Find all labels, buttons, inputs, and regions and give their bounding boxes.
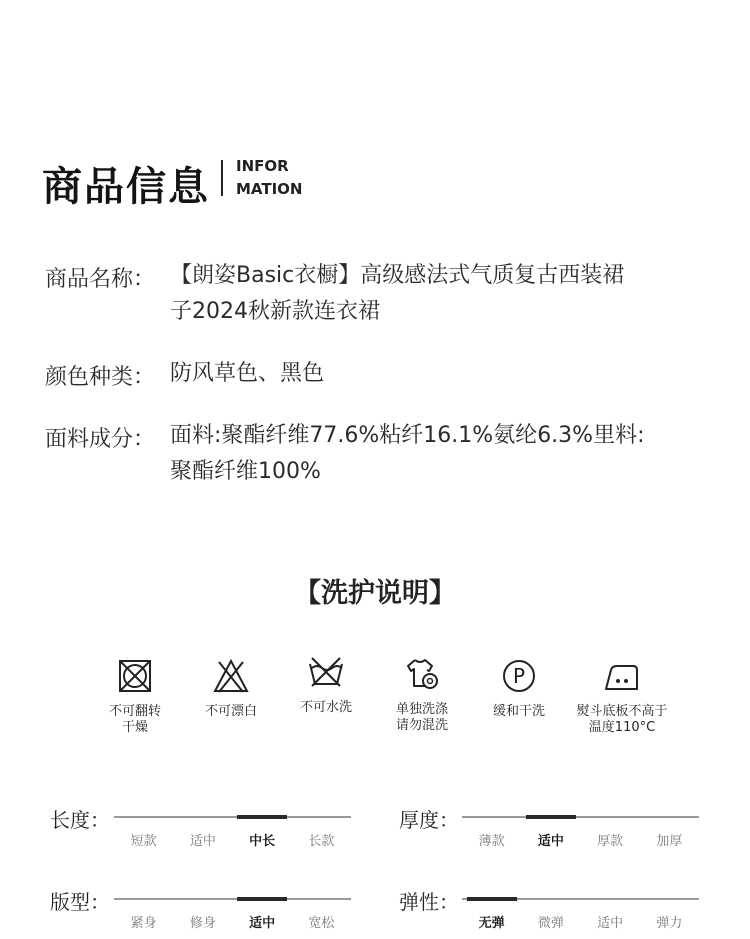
wash-separately-icon	[402, 654, 442, 694]
color-value: 防风草色、黑色	[170, 361, 325, 386]
care-label-line1: 缓和干洗	[492, 704, 545, 719]
scale-label-length: 长度：	[50, 808, 110, 832]
scale-selected-marker-fit	[237, 897, 287, 901]
product-name-value-line2: 子2024秋新款连衣裙	[170, 299, 380, 324]
scale-option-elasticity-3: 弹力	[656, 916, 683, 931]
care-item-no-tumble-dry	[85, 656, 185, 736]
scale-option-fit-3: 宽松	[308, 916, 335, 931]
scale-option-length-1: 适中	[189, 834, 216, 849]
no-wash-icon	[306, 652, 346, 692]
scale-option-elasticity-0: 无弹	[478, 916, 505, 931]
scale-label-thickness: 厚度：	[399, 808, 459, 832]
scale-track-thickness	[462, 816, 699, 818]
scale-label-fit: 版型：	[50, 890, 110, 914]
scale-track-fit	[114, 898, 351, 900]
care-label-line1: 单独洗涤	[395, 702, 448, 717]
scale-option-fit-1: 修身	[189, 916, 216, 931]
scale-option-fit-2: 适中	[249, 916, 276, 931]
fabric-value-line2: 聚酯纤维100%	[170, 459, 321, 484]
page-title: 商品信息	[42, 164, 210, 210]
care-instructions-title: 【洗护说明】	[294, 578, 456, 609]
product-name-value-line1: 【朗姿Basic衣橱】高级感法式气质复古西装裙	[170, 263, 625, 288]
care-label-line1: 不可翻转	[108, 704, 161, 719]
scale-option-thickness-0: 薄款	[478, 834, 505, 849]
care-item-iron-medium	[562, 656, 682, 736]
title-divider	[221, 160, 223, 196]
care-label-line1: 熨斗底板不高于	[576, 704, 668, 719]
scale-option-elasticity-2: 适中	[597, 916, 624, 931]
care-label-line2: 温度110°C	[588, 720, 656, 735]
scale-option-thickness-1: 适中	[537, 834, 564, 849]
color-label: 颜色种类：	[45, 365, 156, 390]
scale-option-elasticity-1: 微弹	[537, 916, 564, 931]
product-name-label: 商品名称：	[45, 267, 156, 292]
scale-selected-marker-length	[237, 815, 287, 819]
scale-track-length	[114, 816, 351, 818]
care-label-line2: 干燥	[121, 720, 148, 735]
care-label-line2: 请勿混洗	[395, 718, 448, 733]
title-english-line2: MATION	[236, 180, 303, 198]
scale-selected-marker-thickness	[526, 815, 576, 819]
care-label-line1: 不可水洗	[299, 700, 352, 715]
scale-option-length-2: 中长	[249, 834, 276, 849]
care-item-no-wash	[276, 652, 376, 716]
fabric-label: 面料成分：	[45, 427, 156, 452]
svg-text:P: P	[512, 664, 526, 688]
title-english-line1: INFOR	[236, 157, 289, 175]
care-label-line1: 不可漂白	[204, 704, 257, 719]
scale-option-thickness-3: 加厚	[656, 834, 683, 849]
scale-option-length-3: 长款	[308, 834, 335, 849]
dry-clean-p-icon	[499, 656, 539, 696]
scale-option-length-0: 短款	[130, 834, 157, 849]
scale-option-fit-0: 紧身	[130, 916, 157, 931]
care-item-wash-separately	[372, 654, 472, 734]
no-tumble-dry-icon	[115, 656, 155, 696]
scale-selected-marker-elasticity	[467, 897, 517, 901]
no-bleach-icon	[211, 656, 251, 696]
scale-label-elasticity: 弹性：	[399, 890, 459, 914]
fabric-value-line1: 面料:聚酯纤维77.6%粘纤16.1%氨纶6.3%里料:	[170, 423, 645, 448]
care-item-dry-clean	[469, 656, 569, 720]
care-item-no-bleach	[181, 656, 281, 720]
scale-option-thickness-2: 厚款	[597, 834, 624, 849]
iron-medium-icon	[602, 656, 642, 696]
